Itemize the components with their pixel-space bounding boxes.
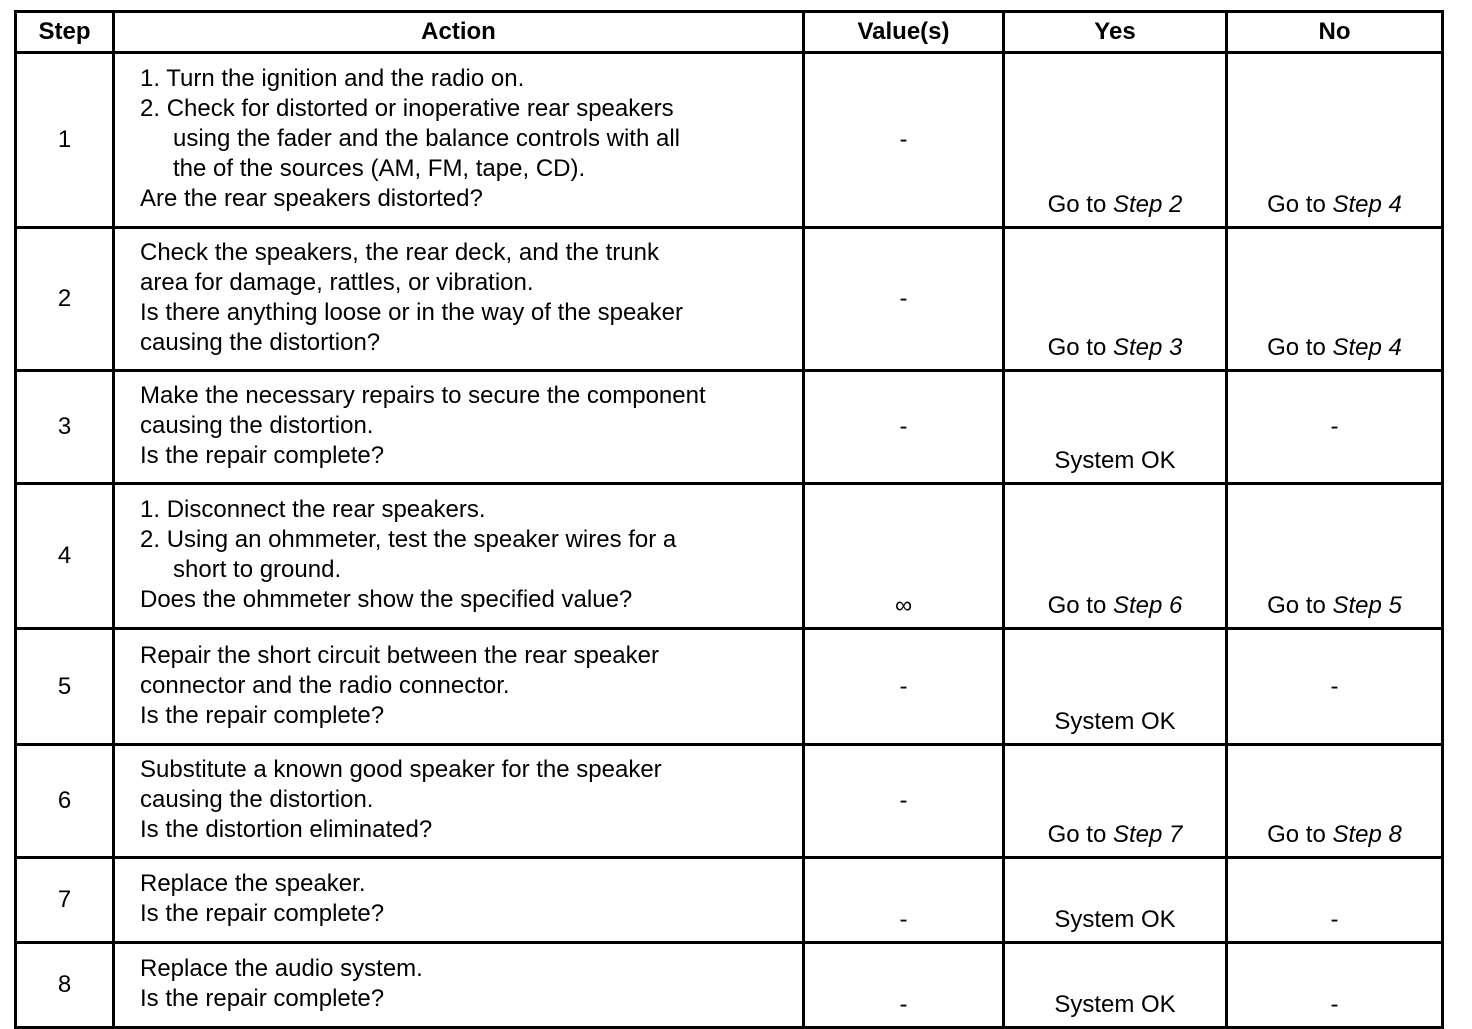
step-number: 5 <box>16 629 114 745</box>
action-line: Substitute a known good speaker for the speaker <box>140 756 662 783</box>
item-number: 1. <box>140 496 161 523</box>
yes-cell: System OK <box>1004 371 1227 484</box>
table-row <box>16 943 1443 1028</box>
step-reference: Step 4 <box>1332 191 1402 218</box>
item-text-continued: using the fader and the balance controls with all <box>173 125 680 152</box>
value-cell: - <box>804 228 1004 371</box>
header-yes: Yes <box>1004 12 1227 53</box>
no-cell: - <box>1227 858 1443 943</box>
value-cell: ∞ <box>804 484 1004 629</box>
action-line: Is the repair complete? <box>140 442 385 469</box>
action-cell <box>114 371 804 484</box>
no-cell <box>1227 53 1443 228</box>
action-cell <box>114 858 804 943</box>
action-cell <box>114 484 804 629</box>
value-cell: - <box>804 858 1004 943</box>
action-line: Replace the speaker. <box>140 870 366 897</box>
table-row <box>16 53 1443 228</box>
yes-cell <box>1004 745 1227 858</box>
item-text: Using an ohmmeter, test the speaker wires for a <box>166 526 677 553</box>
action-line: connector and the radio connector. <box>140 671 510 699</box>
step-number: 8 <box>16 943 114 1028</box>
table-row <box>16 745 1443 858</box>
goto-prefix: Go to <box>1267 334 1333 361</box>
goto-prefix: Go to <box>1047 191 1113 218</box>
action-list-item <box>140 525 794 585</box>
action-line: causing the distortion. <box>140 786 374 813</box>
header-action: Action <box>114 12 804 53</box>
action-line: Repair the short circuit between the rear speaker <box>140 641 659 669</box>
goto-prefix: Go to <box>1267 592 1333 619</box>
step-reference: Step 5 <box>1332 592 1402 619</box>
item-text-continued: the of the sources (AM, FM, tape, CD). <box>173 155 586 182</box>
no-cell <box>1227 745 1443 858</box>
item-number: 2. <box>140 95 161 122</box>
table-row <box>16 371 1443 484</box>
step-number: 4 <box>16 484 114 629</box>
table-row <box>16 228 1443 371</box>
goto-prefix: Go to <box>1047 334 1113 361</box>
action-list-item <box>140 64 794 94</box>
step-reference: Step 3 <box>1112 334 1183 361</box>
action-line: area for damage, rattles, or vibration. <box>140 269 534 296</box>
step-reference: Step 4 <box>1332 334 1402 361</box>
yes-cell: System OK <box>1004 943 1227 1028</box>
yes-cell <box>1004 228 1227 371</box>
value-cell: - <box>804 629 1004 745</box>
goto-prefix: Go to <box>1047 592 1113 619</box>
action-cell <box>114 943 804 1028</box>
yes-cell <box>1004 484 1227 629</box>
action-line: Is the repair complete? <box>140 985 385 1012</box>
diagnostic-table <box>14 10 1444 1029</box>
value-cell: - <box>804 745 1004 858</box>
no-cell <box>1227 484 1443 629</box>
action-cell <box>114 228 804 371</box>
goto-prefix: Go to <box>1047 821 1113 848</box>
action-line: causing the distortion? <box>140 329 381 356</box>
goto-prefix: Go to <box>1267 821 1333 848</box>
action-list-item <box>140 495 794 525</box>
action-cell <box>114 53 804 228</box>
header-no: No <box>1227 12 1443 53</box>
item-number: 1. <box>140 65 161 92</box>
item-text: Turn the ignition and the radio on. <box>166 65 525 92</box>
yes-cell: System OK <box>1004 629 1227 745</box>
action-line: Is there anything loose or in the way of the speaker <box>140 299 683 326</box>
step-number: 6 <box>16 745 114 858</box>
item-number: 2. <box>140 526 161 553</box>
action-list-item <box>140 94 794 184</box>
no-cell: - <box>1227 629 1443 745</box>
action-line: Is the repair complete? <box>140 701 385 729</box>
yes-cell <box>1004 53 1227 228</box>
action-cell <box>114 745 804 858</box>
table-row <box>16 484 1443 629</box>
item-text: Disconnect the rear speakers. <box>166 496 486 523</box>
action-line: Check the speakers, the rear deck, and the trunk <box>140 239 659 266</box>
step-reference: Step 8 <box>1332 821 1402 848</box>
action-line: Is the distortion eliminated? <box>140 816 433 843</box>
step-reference: Step 6 <box>1112 592 1183 619</box>
action-line: causing the distortion. <box>140 412 374 439</box>
yes-cell: System OK <box>1004 858 1227 943</box>
no-cell <box>1227 228 1443 371</box>
step-number: 2 <box>16 228 114 371</box>
header-row <box>16 12 1443 53</box>
step-number: 3 <box>16 371 114 484</box>
header-step: Step <box>16 12 114 53</box>
step-reference: Step 2 <box>1112 191 1183 218</box>
action-question: Does the ohmmeter show the specified value? <box>140 586 633 613</box>
step-number: 1 <box>16 53 114 228</box>
goto-prefix: Go to <box>1267 191 1333 218</box>
action-cell <box>114 629 804 745</box>
action-question: Are the rear speakers distorted? <box>140 185 483 212</box>
no-cell: - <box>1227 371 1443 484</box>
action-line: Replace the audio system. <box>140 955 423 982</box>
value-cell: - <box>804 371 1004 484</box>
value-cell: - <box>804 943 1004 1028</box>
table-row <box>16 629 1443 745</box>
header-values: Value(s) <box>804 12 1004 53</box>
table-row <box>16 858 1443 943</box>
item-text: Check for distorted or inoperative rear speakers <box>166 95 674 122</box>
value-cell: - <box>804 53 1004 228</box>
step-reference: Step 7 <box>1112 821 1183 848</box>
action-line: Is the repair complete? <box>140 900 385 927</box>
step-number: 7 <box>16 858 114 943</box>
action-line: Make the necessary repairs to secure the component <box>140 382 706 409</box>
no-cell: - <box>1227 943 1443 1028</box>
item-text-continued: short to ground. <box>173 556 342 583</box>
